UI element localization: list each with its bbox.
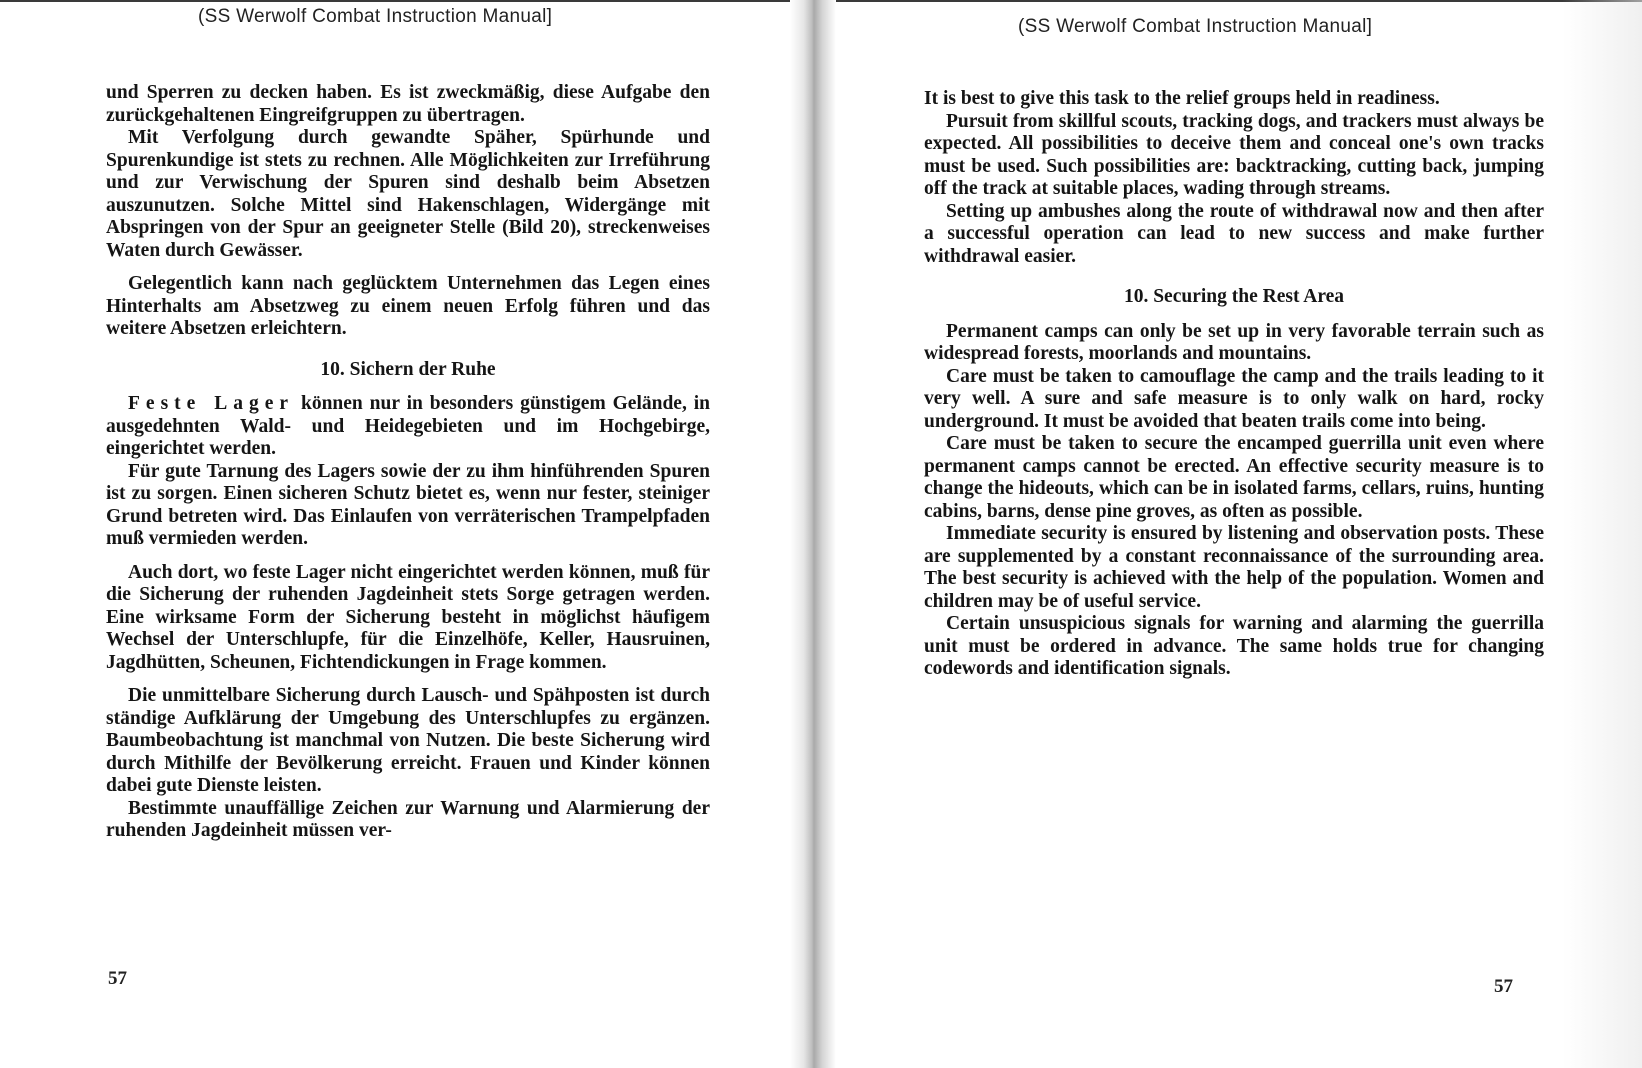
left-spaced-term: Feste Lager: [128, 393, 295, 414]
left-section-paragraph-1: [106, 393, 710, 461]
left-section-paragraph-1-rest: können nur in besonders günstigem Gelände, in ausgedehnten Wald- und Heidegebieten und im Hochgebirge, eingerichtet werden.: [106, 393, 711, 459]
left-section-paragraph-4: Die unmittelbare Sicherung durch Lausch- und Spähposten ist durch ständige Aufklärung der Umgebung des Unterschlupfes zu ergänzen. Baumbeobachtung ist manchmal von Nutzen. Die beste Sicherung wird durch Mithilfe der Bevölkerung erreicht. Frauen und Kinder können dabei gute Dienste leisten.: [106, 685, 710, 796]
left-section-paragraph-3: Auch dort, wo feste Lager nicht eingerichtet werden können, muß für die Sicherung der ruhenden Jagdeinheit stets Sorge getragen werden. Eine wirksame Form der Sicherung besteht in möglichst häufigem Wechsel der Unterschlupfe, für die Einzelhöfe, Keller, Hausruinen, Jagdhütten, Scheunen, Fichtendickungen in Frage kommen.: [106, 561, 710, 673]
right-section-paragraph-4: Immediate security is ensured by listening and observation posts. These are supplemented by a constant reconnaissance of the surrounding area. The best security is achieved with the help of the population. Women and children may be of useful service.: [924, 523, 1544, 612]
left-section-paragraph-5: Bestimmte unauffällige Zeichen zur Warnung und Alarmierung der ruhenden Jagdeinheit müssen ver-: [106, 797, 710, 841]
left-page-number: 57: [108, 968, 127, 989]
right-page-number: 57: [1494, 976, 1513, 997]
left-paragraph-1: und Sperren zu decken haben. Es ist zweckmäßig, diese Aufgabe den zurückgehaltenen Eingreifgruppen zu übertragen.: [106, 82, 710, 126]
right-paragraph-1: It is best to give this task to the relief groups held in readiness.: [924, 88, 1440, 109]
page-edge-shadow: [1562, 0, 1642, 1068]
right-section-paragraph-3: Care must be taken to secure the encamped guerrilla unit even where permanent camps cannot be erected. An effective security measure is to change the hideouts, which can be in isolated farms, cellars, ruins, hunting cabins, barns, dense pine groves, as often as possible.: [924, 433, 1544, 522]
left-paragraph-3: Gelegentlich kann nach geglücktem Unternehmen das Legen eines Hinterhalts am Absetzweg zu einem neuen Erfolg führen und das weitere Absetzen erleichtern.: [106, 273, 710, 339]
left-section-heading: 10. Sichern der Ruhe: [320, 358, 496, 380]
left-running-head: (SS Werwolf Combat Instruction Manual]: [198, 6, 553, 27]
left-page: [0, 0, 790, 1068]
right-body-text: [924, 88, 1544, 681]
right-section-paragraph-1: Permanent camps can only be set up in very favorable terrain such as widespread forests, moorlands and mountains.: [924, 320, 1544, 364]
right-page: [836, 0, 1642, 1068]
book-gutter: [790, 0, 836, 1068]
right-paragraph-2: Pursuit from skillful scouts, tracking dogs, and trackers must always be expected. All possibilities to deceive them and conceal one's own tracks must be used. Such possibilities are: backtracking, cutting back, jumping off the track at suitable places, wading through streams.: [924, 110, 1544, 199]
left-body-text: [106, 82, 710, 843]
left-paragraph-2: Mit Verfolgung durch gewandte Späher, Spürhunde und Spurenkundige ist stets zu rechnen. Alle Möglichkeiten zur Irreführung und zur Verwischung der Spuren sind deshalb beim Absetzen auszunutzen. Solche Mittel sind Hakenschlagen, Widergänge mit Abspringen von der Spur an geeigneter Stelle (Bild 20), streckenweises Waten durch Gewässer.: [106, 127, 710, 261]
right-section-paragraph-2: Care must be taken to camouflage the camp and the trails leading to it very well. A sure and safe measure is to only walk on hard, rocky underground. It must be avoided that beaten trails come into being.: [924, 365, 1544, 432]
right-running-head: (SS Werwolf Combat Instruction Manual]: [1018, 16, 1373, 37]
right-section-paragraph-5: Certain unsuspicious signals for warning and alarming the guerrilla unit must be ordered in advance. The same holds true for changing codewords and identification signals.: [924, 613, 1544, 679]
left-section-paragraph-2: Für gute Tarnung des Lagers sowie der zu ihm hinführenden Spuren ist zu sorgen. Einen sicheren Schutz bietet es, wenn nur fester, steiniger Grund betreten wird. Das Einlaufen von verräterischen Trampelpfaden muß vermieden werden.: [106, 460, 710, 549]
right-paragraph-3: Setting up ambushes along the route of withdrawal now and then after a successful operation can lead to new success and make further withdrawal easier.: [924, 200, 1544, 267]
right-section-heading: 10. Securing the Rest Area: [1123, 286, 1345, 307]
